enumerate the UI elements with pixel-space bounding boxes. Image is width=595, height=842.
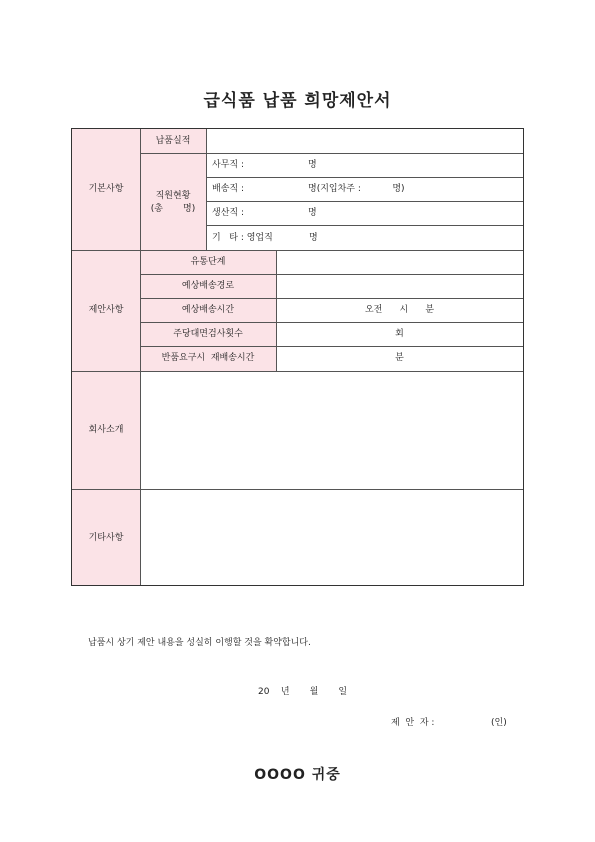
- proposer-label: 제 안 자 :: [391, 718, 435, 728]
- proposal-row-value: 분: [395, 353, 404, 363]
- proposal-row-value: 오전 시 분: [364, 305, 435, 315]
- proposal-section-label: 제안사항: [88, 305, 124, 315]
- basic-section-label: 기본사항: [88, 184, 124, 194]
- production-staff-label: 생산직 :: [212, 208, 244, 218]
- delivery-record-label: 납품실적: [155, 136, 191, 146]
- pledge-text: 납품시 상기 제안 내용을 성실히 이행할 것을 확약합니다.: [88, 638, 311, 648]
- seal-mark: (인): [491, 718, 507, 728]
- delivery-staff-unit: 명(지입차주 : 명): [308, 184, 405, 194]
- proposal-row-label: 주당대면검사횟수: [173, 329, 243, 339]
- date-line: 20 년 월 일: [258, 687, 348, 697]
- production-staff-unit: 명: [308, 208, 317, 218]
- proposal-row-label: 예상배송경로: [181, 281, 235, 291]
- company-intro-label: 회사소개: [88, 425, 124, 435]
- office-staff-unit: 명: [308, 160, 317, 170]
- other-notes-label: 기타사항: [88, 533, 124, 543]
- delivery-staff-label: 배송직 :: [212, 184, 244, 194]
- other-staff-unit: 명: [309, 233, 318, 243]
- recipient-line: OOOO 귀중: [254, 767, 341, 783]
- staff-status-label: 직원현황: [155, 191, 191, 201]
- proposal-form-table: [71, 128, 524, 586]
- proposal-row-value: 회: [395, 329, 404, 339]
- proposal-row-label: 반품요구시 재배송시간: [161, 353, 255, 363]
- proposal-row-label: 예상배송시간: [181, 305, 235, 315]
- office-staff-label: 사무직 :: [212, 160, 244, 170]
- staff-total-label: (총 명): [150, 204, 196, 214]
- other-staff-label: 기 타 : 영업직: [212, 233, 273, 243]
- document-title: 급식품 납품 희망제안서: [203, 91, 392, 111]
- proposal-row-label: 유통단계: [190, 257, 226, 267]
